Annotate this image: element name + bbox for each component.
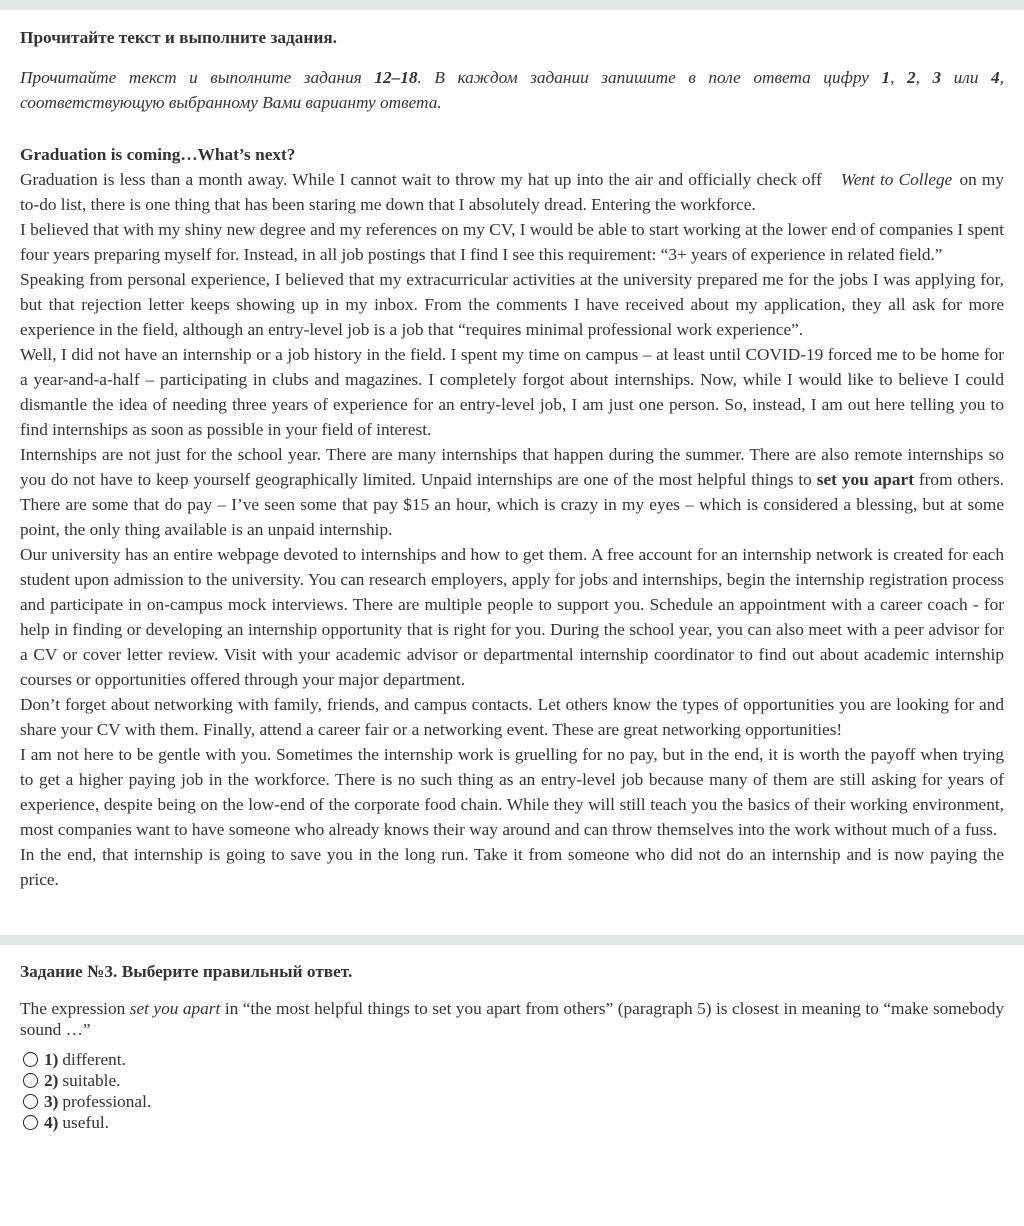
- question-text: The expression set you apart in “the most helpful things to set you apart from others” (paragraph 5) is closest in meaning to “make somebody sound …”: [20, 999, 1004, 1039]
- article-title: Graduation is coming…What’s next?: [20, 145, 296, 164]
- radio-button-icon[interactable]: [23, 1094, 38, 1109]
- radio-button-icon[interactable]: [23, 1115, 38, 1130]
- article-paragraph-5: Internships are not just for the school year. There are many internships that happen during the summer. There are also remote internships so you do not have to keep yourself geographically limited. Unpaid internships are one of the most helpful things to set you apart from others. There are some that do pay – I’ve seen some that pay $15 an hour, which is crazy in my eyes – which is considered a blessing, but at some point, the only thing available is an unpaid internship.: [20, 445, 1004, 539]
- answer-option-4[interactable]: 4) useful.: [20, 1112, 1004, 1133]
- answer-option-3[interactable]: 3) professional.: [20, 1091, 1004, 1112]
- article-paragraph-6: Our university has an entire webpage devoted to internships and how to get them. A free account for an internship network is created for each student upon admission to the university. You can research employers, apply for jobs and internships, begin the internship registration process and participate in on-campus mock interviews. There are multiple people to support you. Schedule an appointment with a career coach - for help in finding or developing an internship opportunity that is right for you. During the school year, you can also meet with a peer advisor for a CV or cover letter review. Visit with your academic advisor or departmental internship coordinator to find out about academic internship courses or opportunities offered through your major department.: [20, 545, 1004, 689]
- answer-option-1[interactable]: 1) different.: [20, 1049, 1004, 1070]
- italic-phrase: Went to College: [840, 170, 953, 189]
- radio-button-icon[interactable]: [23, 1073, 38, 1088]
- article-paragraph-4: Well, I did not have an internship or a job history in the field. I spent my time on campus – at least until COVID-19 forced me to be home for a year-and-a-half – participating in clubs and magazines. I completely forgot about internships. Now, while I would like to believe I could dismantle the idea of needing three years of experience for an entry-level job, I am just one person. So, instead, I am out here telling you to find internships as soon as possible in your field of interest.: [20, 345, 1004, 439]
- section-divider: [0, 935, 1024, 945]
- task-instruction: Прочитайте текст и выполните задания 12–18. В каждом задании запишите в поле ответа цифру 1, 2, 3 или 4, соответствующую выбранному Вами варианту ответа.: [20, 68, 1004, 112]
- radio-button-icon[interactable]: [23, 1052, 38, 1067]
- option-label: useful.: [62, 1113, 109, 1132]
- article-paragraph-7: Don’t forget about networking with family, friends, and campus contacts. Let others know the types of opportunities you are looking for and share your CV with them. Finally, attend a career fair or a networking event. These are great networking opportunities!: [20, 695, 1004, 739]
- answer-option-2[interactable]: 2) suitable.: [20, 1070, 1004, 1091]
- highlighted-phrase: set you apart: [816, 470, 914, 489]
- answer-options: [20, 1049, 1004, 1133]
- article-paragraph-9: In the end, that internship is going to save you in the long run. Take it from someone who did not do an internship and is now paying the price.: [20, 845, 1004, 889]
- article-paragraph-3: Speaking from personal experience, I believed that my extracurricular activities at the university prepared me for the jobs I was applying for, but that rejection letter keeps showing up in my inbox. From the comments I have received about my application, they all ask for more experience in the field, although an entry-level job is a job that “requires minimal professional work experience”.: [20, 270, 1004, 339]
- option-label: professional.: [62, 1092, 152, 1111]
- option-label: different.: [62, 1050, 126, 1069]
- article-paragraph-8: I am not here to be gentle with you. Sometimes the internship work is gruelling for no pay, but in the end, it is worth the payoff when trying to get a higher paying job in the workforce. There is no such thing as an entry-level job because many of them are still asking for years of experience, despite being on the low-end of the corporate food chain. While they will still teach you the basics of their working environment, most companies want to have someone who already knows their way around and can throw themselves into the work without much of a fuss.: [20, 745, 1004, 839]
- article-paragraph-1: Graduation is less than a month away. While I cannot wait to throw my hat up into the air and officially check off Went to College on my to-do list, there is one thing that has been staring me down that I absolutely dread. Entering the workforce.: [20, 170, 1004, 214]
- top-divider: [0, 0, 1024, 10]
- question-section: [0, 962, 1024, 1133]
- option-label: suitable.: [62, 1071, 121, 1090]
- section-title: Прочитайте текст и выполните задания.: [20, 28, 338, 47]
- question-title: Задание №3. Выберите правильный ответ.: [20, 962, 353, 981]
- reading-section: [0, 28, 1024, 892]
- task-range: 12–18: [374, 68, 418, 87]
- article-paragraph-2: I believed that with my shiny new degree and my references on my CV, I would be able to start working at the lower end of companies I spent four years preparing myself for. Instead, in all job postings that I find I see this requirement: “3+ years of experience in related field.”: [20, 220, 1004, 264]
